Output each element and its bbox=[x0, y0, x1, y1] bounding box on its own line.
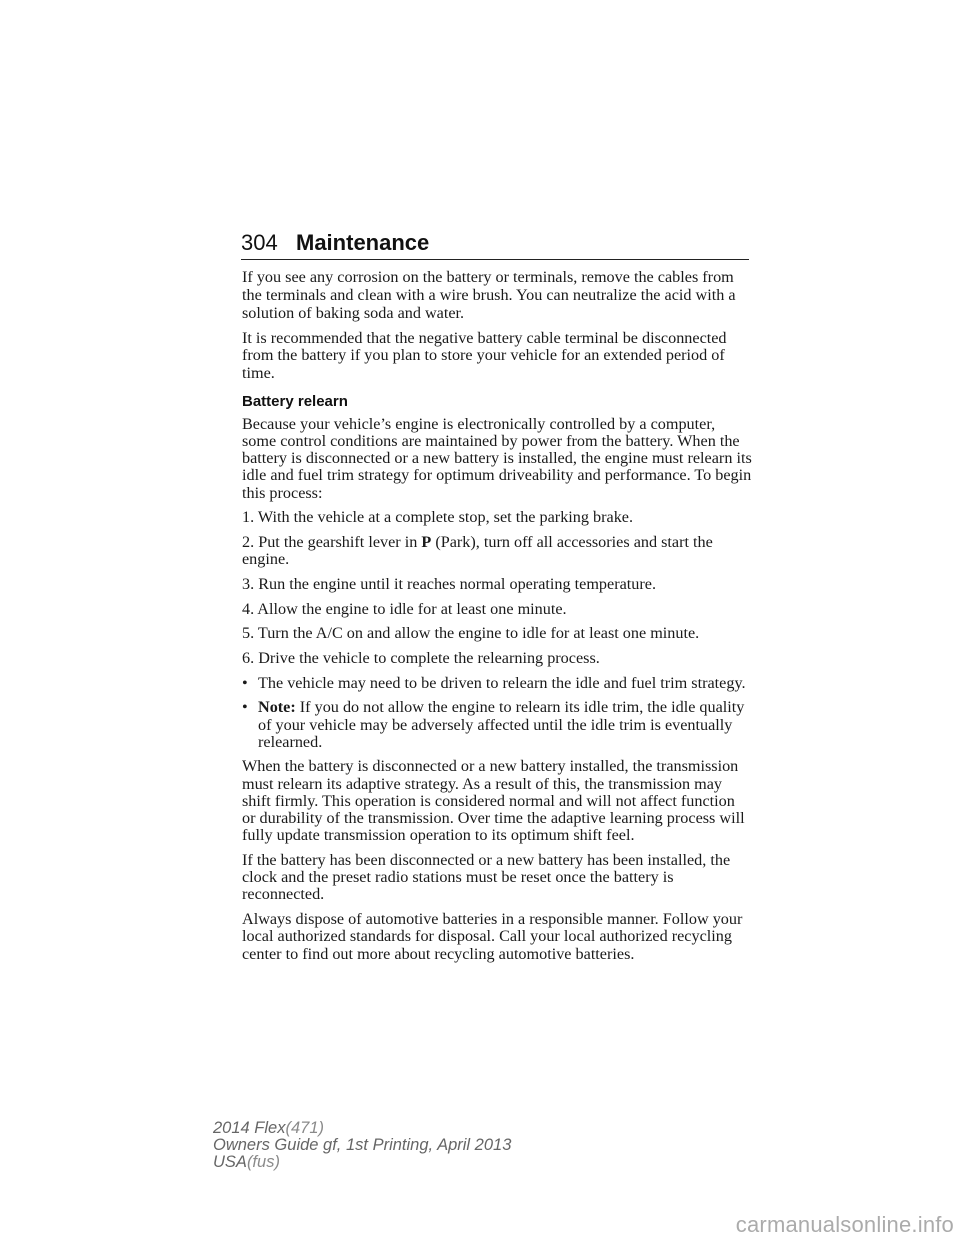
footer-model: 2014 Flex bbox=[213, 1119, 286, 1137]
note-text: If you do not allow the engine to relearn its idle trim, the idle quality of your vehicle may be adversely affected until the idle trim is eventually relearned. bbox=[258, 698, 745, 751]
page-number: 304 bbox=[241, 230, 278, 255]
bullet-item-note bbox=[242, 699, 752, 751]
step-2-text-before: 2. Put the gearshift lever in bbox=[242, 532, 422, 551]
page-header bbox=[241, 229, 749, 259]
page-content bbox=[242, 268, 752, 970]
step-2-text-after: (Park), turn off all accessories and start the engine. bbox=[242, 532, 713, 569]
footer-market: USA bbox=[213, 1153, 247, 1171]
header-rule bbox=[241, 259, 749, 260]
bullet-icon: • bbox=[242, 673, 248, 692]
step-2 bbox=[242, 534, 752, 568]
step-6: 6. Drive the vehicle to complete the relearning process. bbox=[242, 648, 600, 667]
paragraph-relearn-intro: Because your vehicle’s engine is electronically controlled by a computer, some control conditions are maintained by power from the battery. When the battery is disconnected or a new battery is installed, the engine must relearn its idle and fuel trim strategy for optimum driveability and performance. To begin this process: bbox=[242, 414, 752, 502]
bullet-icon: • bbox=[242, 698, 248, 717]
step-4: 4. Allow the engine to idle for at least one minute. bbox=[242, 599, 567, 618]
bullet-item-relearn bbox=[242, 675, 752, 692]
page-footer bbox=[213, 1120, 511, 1171]
section-title: Maintenance bbox=[296, 230, 430, 255]
footer-model-code: (471) bbox=[285, 1119, 324, 1137]
heading-battery-relearn: Battery relearn bbox=[242, 392, 348, 410]
step-2-park-letter: P bbox=[421, 532, 432, 551]
note-label: Note: bbox=[258, 698, 296, 717]
bullet-text: The vehicle may need to be driven to relearn the idle and fuel trim strategy. bbox=[258, 673, 746, 692]
step-1: 1. With the vehicle at a complete stop, set the parking brake. bbox=[242, 508, 634, 527]
paragraph-storage: It is recommended that the negative battery cable terminal be disconnected from the battery if you plan to store your vehicle for an extended period of time. bbox=[242, 329, 727, 382]
footer-line-market bbox=[213, 1154, 511, 1171]
paragraph-corrosion: If you see any corrosion on the battery or terminals, remove the cables from the terminals and clean with a wire brush. You can neutralize the acid with a solution of baking soda and water. bbox=[242, 268, 736, 323]
step-5: 5. Turn the A/C on and allow the engine to idle for at least one minute. bbox=[242, 624, 700, 643]
paragraph-disposal: Always dispose of automotive batteries in a responsible manner. Follow your local authorized standards for disposal. Call your local authorized recycling center to find out more about recycling automotive batteries. bbox=[242, 910, 743, 963]
footer-line-model bbox=[213, 1120, 511, 1137]
step-3: 3. Run the engine until it reaches normal operating temperature. bbox=[242, 574, 656, 593]
watermark: carmanualsonline.info bbox=[735, 1212, 954, 1237]
paragraph-clock-reset: If the battery has been disconnected or a new battery has been installed, the clock and the preset radio stations must be reset once the battery is reconnected. bbox=[242, 850, 731, 904]
footer-market-code: (fus) bbox=[246, 1153, 280, 1171]
footer-line-guide: Owners Guide gf, 1st Printing, April 2013 bbox=[213, 1136, 512, 1154]
paragraph-transmission: When the battery is disconnected or a new battery installed, the transmission must relearn its adaptive strategy. As a result of this, the transmission may shift firmly. This operation is considered normal and will not affect function or durability of the transmission. Over time the adaptive learning process will fully update transmission operation to its optimum shift feel. bbox=[242, 757, 745, 845]
